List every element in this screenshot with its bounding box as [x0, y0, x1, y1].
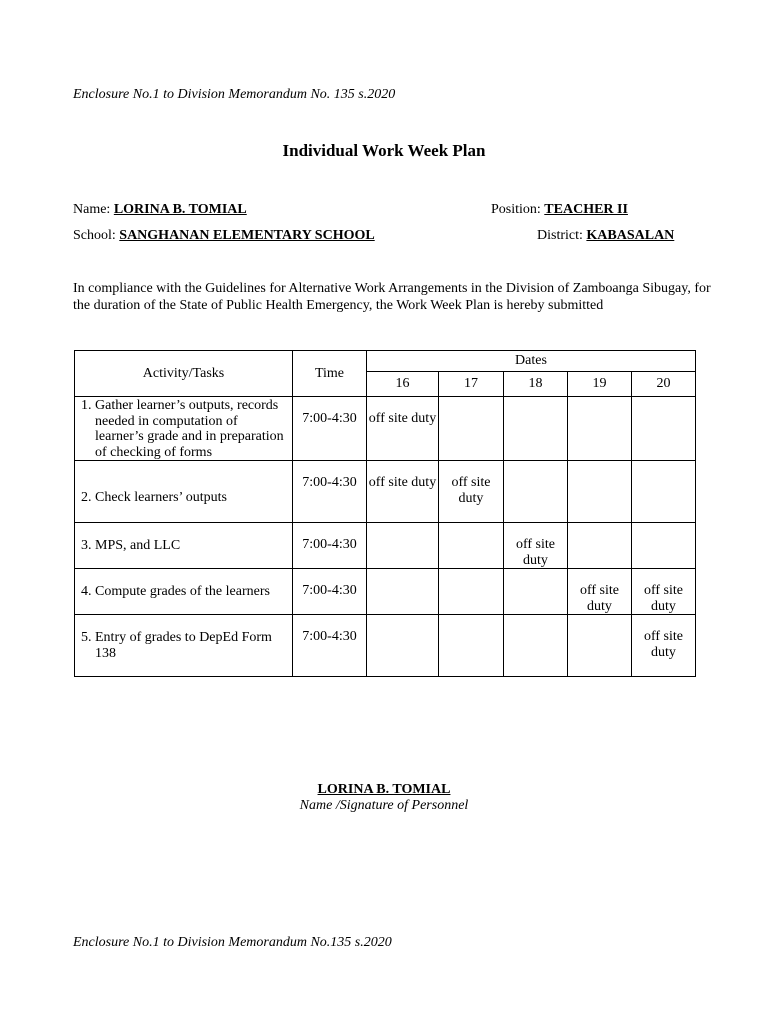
task-cell — [75, 461, 293, 523]
table-row — [75, 461, 696, 523]
duty-cell — [568, 523, 632, 569]
task-cell — [75, 615, 293, 677]
duty-cell — [568, 461, 632, 523]
document-title: Individual Work Week Plan — [282, 141, 486, 160]
duty-cell — [568, 569, 632, 615]
time-cell: 7:00-4:30 — [293, 461, 367, 523]
duty-text — [568, 615, 631, 629]
intro-paragraph: In compliance with the Guidelines for Alternative Work Arrangements in the Division of Zamboanga Sibugay, for the duration of the State of Public Health Emergency, the Work Week Plan is hereby submitted — [73, 281, 711, 313]
task-cell — [75, 397, 293, 461]
time-cell: 7:00-4:30 — [293, 615, 367, 677]
duty-cell — [367, 615, 439, 677]
duty-text — [632, 523, 695, 537]
duty-cell — [568, 615, 632, 677]
time-cell: 7:00-4:30 — [293, 569, 367, 615]
task-text: 4. Compute grades of the learners — [81, 584, 270, 599]
work-week-plan-table — [74, 350, 696, 677]
date-header: 16 — [367, 372, 439, 397]
duty-cell — [367, 397, 439, 461]
time-header: Time — [293, 351, 367, 397]
date-header: 19 — [568, 372, 632, 397]
duty-cell — [439, 397, 504, 461]
duty-text: off site duty — [643, 583, 683, 614]
duty-text: off site duty — [515, 537, 555, 568]
district-label: District: — [537, 228, 583, 243]
table-row — [75, 523, 696, 569]
school-label: School: — [73, 228, 116, 243]
date-header: 20 — [632, 372, 696, 397]
duty-text: off site duty — [643, 629, 683, 660]
name-value: LORINA B. TOMIAL — [113, 202, 247, 217]
date-header: 18 — [504, 372, 568, 397]
school-value: SANGHANAN ELEMENTARY SCHOOL — [119, 228, 375, 243]
task-text: 3. MPS, and LLC — [81, 538, 181, 553]
duty-cell — [504, 461, 568, 523]
table-row — [75, 569, 696, 615]
time-cell: 7:00-4:30 — [293, 397, 367, 461]
duty-text — [568, 523, 631, 537]
duty-cell — [439, 461, 504, 523]
district-field — [537, 228, 674, 244]
duty-text — [504, 397, 567, 411]
duty-cell — [632, 523, 696, 569]
task-text: 2. Check learners’ outputs — [81, 490, 227, 505]
position-value: TEACHER II — [544, 202, 628, 217]
duty-text — [439, 615, 503, 629]
date-header: 17 — [439, 372, 504, 397]
duty-text — [367, 569, 438, 583]
duty-text — [568, 397, 631, 411]
duty-cell — [367, 461, 439, 523]
duty-cell — [439, 615, 504, 677]
duty-cell — [504, 397, 568, 461]
duty-text — [439, 523, 503, 537]
enclosure-footer: Enclosure No.1 to Division Memorandum No.135 s.2020 — [73, 935, 392, 950]
task-text: 5. Entry of grades to DepEd Form 138 — [81, 630, 272, 661]
duty-cell — [632, 397, 696, 461]
position-label: Position: — [491, 202, 541, 217]
school-field — [73, 228, 375, 244]
name-field — [73, 202, 247, 218]
duty-text — [367, 523, 438, 537]
table-row — [75, 397, 696, 461]
duty-text: off site duty — [368, 411, 437, 426]
name-label: Name: — [73, 202, 111, 217]
duty-text — [504, 615, 567, 629]
signature-caption: Name /Signature of Personnel — [299, 798, 469, 813]
signature-name: LORINA B. TOMIAL — [317, 782, 451, 797]
task-cell — [75, 523, 293, 569]
duty-text: off site duty — [368, 475, 437, 490]
duty-text — [632, 461, 695, 475]
task-cell — [75, 569, 293, 615]
duty-text: off site duty — [579, 583, 619, 614]
duty-cell — [632, 569, 696, 615]
table-row — [75, 615, 696, 677]
dates-header: Dates — [367, 351, 696, 372]
district-value: KABASALAN — [586, 228, 675, 243]
task-text: 1. Gather learner’s outputs, records needed in computation of learner’s grade and in preparation of checking of forms — [81, 398, 284, 460]
duty-cell — [632, 461, 696, 523]
duty-text: off site duty — [451, 475, 491, 506]
time-cell: 7:00-4:30 — [293, 523, 367, 569]
duty-text — [504, 461, 567, 475]
duty-text — [367, 615, 438, 629]
duty-cell — [439, 523, 504, 569]
duty-text — [439, 569, 503, 583]
duty-text — [504, 569, 567, 583]
duty-text — [568, 461, 631, 475]
enclosure-header: Enclosure No.1 to Division Memorandum No. 135 s.2020 — [73, 87, 396, 102]
duty-cell — [504, 615, 568, 677]
duty-cell — [439, 569, 504, 615]
duty-cell — [504, 523, 568, 569]
duty-text — [439, 397, 503, 411]
position-field — [491, 202, 628, 218]
activity-header: Activity/Tasks — [75, 351, 293, 397]
duty-cell — [632, 615, 696, 677]
duty-cell — [504, 569, 568, 615]
duty-cell — [568, 397, 632, 461]
duty-cell — [367, 569, 439, 615]
duty-text — [632, 397, 695, 411]
duty-cell — [367, 523, 439, 569]
